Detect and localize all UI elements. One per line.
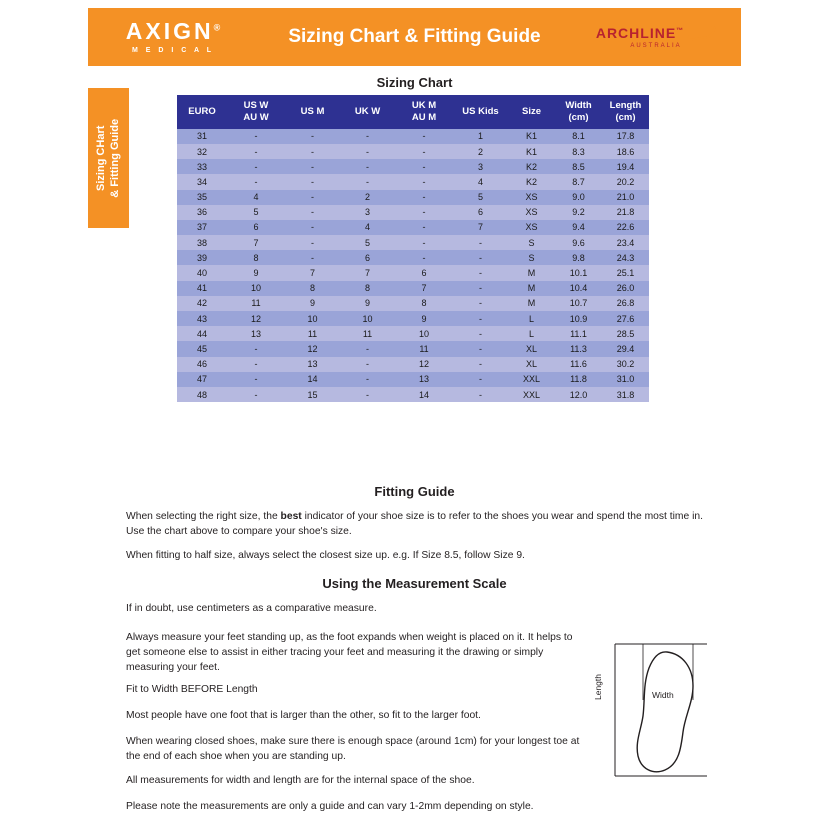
table-cell: 3 — [364, 207, 370, 218]
table-row — [177, 281, 649, 296]
table-cell: 8.7 — [572, 176, 585, 187]
table-header-cell: US M — [285, 95, 340, 129]
table-cell: 10.7 — [569, 298, 588, 309]
table-cell: 1 — [477, 131, 483, 142]
table-cell: - — [311, 176, 314, 187]
table-cell: 7 — [309, 268, 315, 279]
axign-logo-sub: M E D I C A L — [131, 47, 215, 54]
table-cell: - — [422, 192, 426, 203]
table-cell: K1 — [525, 146, 537, 157]
page-header — [88, 8, 741, 66]
table-cell: L — [528, 313, 534, 324]
section-title-fitting-guide: Fitting Guide — [374, 484, 455, 499]
table-cell: 5 — [364, 237, 370, 248]
table-cell: 7 — [421, 283, 427, 294]
table-cell: 48 — [196, 389, 207, 400]
table-cell: 12 — [418, 359, 429, 370]
sizing-chart-table — [177, 95, 649, 402]
table-header-cell: UK W — [340, 95, 395, 129]
table-cell: - — [366, 176, 369, 187]
table-cell: 37 — [196, 222, 207, 233]
table-cell: 10.1 — [569, 268, 588, 279]
table-cell: - — [311, 146, 314, 157]
table-cell: - — [254, 131, 258, 142]
table-cell: 31.8 — [616, 389, 635, 400]
table-cell: 27.6 — [616, 313, 635, 324]
table-cell: 6 — [421, 268, 427, 279]
table-cell: 46 — [196, 359, 207, 370]
swoosh-icon — [688, 26, 717, 41]
table-cell: - — [311, 131, 314, 142]
diagram-width-label: Width — [652, 690, 674, 700]
table-header-cell: Size — [508, 95, 555, 129]
table-cell: 11.1 — [570, 328, 587, 339]
table-cell: S — [528, 252, 535, 263]
table-cell: 21.8 — [616, 207, 635, 218]
table-cell: - — [311, 222, 314, 233]
axign-registered-icon: ® — [213, 22, 221, 33]
table-cell: 31 — [196, 131, 207, 142]
table-cell: 13 — [418, 374, 429, 385]
table-cell: - — [366, 359, 369, 370]
table-cell: 11.6 — [570, 359, 587, 370]
table-cell: 31.0 — [616, 374, 635, 385]
table-cell: - — [254, 161, 258, 172]
table-cell: 33 — [196, 161, 207, 172]
table-cell: 29.4 — [616, 343, 635, 354]
table-cell: 11.3 — [570, 343, 587, 354]
table-cell: 32 — [196, 146, 207, 157]
table-row — [177, 190, 649, 205]
table-cell: XS — [525, 222, 538, 233]
table-header-cell: Length (cm) — [602, 95, 649, 129]
table-cell: 13 — [250, 328, 261, 339]
table-row — [177, 235, 649, 250]
table-cell: - — [479, 313, 482, 324]
table-cell: 9 — [253, 268, 259, 279]
table-cell: - — [422, 237, 426, 248]
table-cell: 34 — [196, 176, 207, 187]
table-cell: - — [479, 252, 482, 263]
table-cell: 5 — [477, 192, 483, 203]
table-cell: - — [254, 374, 258, 385]
table-cell: 11 — [362, 328, 373, 339]
table-cell: 11.8 — [570, 374, 587, 385]
scale-paragraph-3: Fit to Width BEFORE Length — [126, 684, 258, 695]
table-cell: 26.0 — [616, 283, 635, 294]
table-row — [177, 326, 649, 341]
table-cell: 2 — [477, 146, 483, 157]
scale-paragraph-7: Please note the measurements are only a guide and can vary 1-2mm depending on style. — [126, 801, 534, 812]
table-cell: 6 — [477, 207, 483, 218]
table-cell: 39 — [196, 252, 207, 263]
table-cell: 38 — [196, 237, 207, 248]
foot-measurement-diagram — [593, 638, 717, 783]
table-cell: 3 — [477, 161, 483, 172]
side-tab — [88, 88, 129, 228]
table-cell: - — [254, 343, 258, 354]
table-row — [177, 265, 649, 280]
table-header-cell: Width (cm) — [555, 95, 602, 129]
archline-trademark-icon: ™ — [676, 26, 685, 34]
diagram-length-label: Length — [593, 674, 603, 700]
table-cell: XS — [525, 207, 538, 218]
table-cell: - — [422, 252, 426, 263]
table-row — [177, 144, 649, 159]
table-cell: L — [528, 328, 534, 339]
table-cell: 14 — [418, 389, 429, 400]
table-cell: - — [366, 161, 369, 172]
table-cell: 8 — [364, 283, 370, 294]
table-cell: - — [479, 298, 482, 309]
table-cell: - — [479, 374, 482, 385]
table-cell: - — [479, 359, 482, 370]
table-row — [177, 205, 649, 220]
fitting-paragraph-2: When fitting to half size, always select the closest size up. e.g. If Size 8.5, follow Size 9. — [126, 550, 525, 561]
section-title-measurement-scale: Using the Measurement Scale — [322, 576, 507, 591]
table-cell: 19.4 — [616, 161, 635, 172]
table-cell: 4 — [253, 192, 259, 203]
table-cell: 43 — [196, 313, 207, 324]
table-cell: - — [422, 146, 426, 157]
table-cell: 10 — [362, 313, 373, 324]
table-header-cell: UK M AU M — [395, 95, 453, 129]
table-cell: K1 — [525, 131, 537, 142]
table-cell: 17.8 — [616, 131, 635, 142]
table-cell: 10 — [418, 328, 429, 339]
table-cell: 41 — [196, 283, 207, 294]
table-cell: - — [422, 222, 426, 233]
table-cell: 25.1 — [616, 268, 635, 279]
table-cell: 15 — [307, 389, 318, 400]
table-cell: 12 — [307, 343, 318, 354]
table-cell: 7 — [364, 268, 370, 279]
table-cell: XL — [525, 343, 537, 354]
table-cell: - — [311, 161, 314, 172]
table-cell: 9.4 — [572, 222, 585, 233]
table-cell: 7 — [477, 222, 483, 233]
table-cell: - — [422, 207, 426, 218]
fitting-paragraph-1: When selecting the right size, the best indicator of your shoe size is to refer to the shoes you wear and spend the most time in. Use the chart above to compare your shoe's size. — [126, 511, 703, 537]
table-row — [177, 250, 649, 265]
table-header-cell: US W AU W — [227, 95, 285, 129]
table-cell: XS — [525, 192, 538, 203]
table-cell: 10 — [307, 313, 318, 324]
table-cell: 8 — [421, 298, 427, 309]
table-cell: - — [254, 176, 258, 187]
table-cell: - — [422, 131, 426, 142]
table-row — [177, 220, 649, 235]
table-cell: 21.0 — [616, 192, 635, 203]
table-cell: - — [366, 343, 369, 354]
archline-logo-sub: AUSTRALIA — [630, 42, 682, 49]
scale-paragraph-5: When wearing closed shoes, make sure there is enough space (around 1cm) for your longest toe at the end of each shoe when you are standing up. — [126, 736, 580, 762]
table-cell: 9.8 — [572, 252, 585, 263]
scale-paragraph-6: All measurements for width and length are for the internal space of the shoe. — [126, 775, 475, 786]
table-cell: 8.3 — [572, 146, 585, 157]
table-cell: M — [527, 298, 536, 309]
scale-paragraph-2: Always measure your feet standing up, as the foot expands when weight is placed on it. It helps to get someone else to assist in either tracing your feet and measuring it the drawing or simply measuring your feet. — [126, 632, 573, 673]
table-cell: S — [528, 237, 535, 248]
table-cell: - — [311, 252, 314, 263]
table-cell: 18.6 — [616, 146, 635, 157]
table-row — [177, 311, 649, 326]
table-cell: 24.3 — [616, 252, 635, 263]
table-cell: 9 — [309, 298, 315, 309]
table-cell: - — [366, 389, 369, 400]
table-cell: 14 — [307, 374, 318, 385]
table-row — [177, 341, 649, 356]
table-cell: 47 — [196, 374, 207, 385]
table-cell: 8.5 — [572, 161, 585, 172]
table-cell: 36 — [196, 207, 207, 218]
table-cell: 6 — [253, 222, 259, 233]
table-cell: - — [479, 283, 482, 294]
table-cell: 12 — [250, 313, 261, 324]
axign-logo — [88, 20, 258, 54]
table-cell: K2 — [525, 176, 537, 187]
section-title-sizing-chart: Sizing Chart — [376, 75, 453, 90]
table-cell: K2 — [525, 161, 537, 172]
table-cell: 28.5 — [616, 328, 635, 339]
table-cell: 22.6 — [616, 222, 635, 233]
table-cell: - — [254, 359, 258, 370]
table-row — [177, 296, 649, 311]
table-cell: 10 — [250, 283, 261, 294]
table-cell: 9.0 — [572, 192, 585, 203]
header-title: Sizing Chart & Fitting Guide — [288, 26, 541, 47]
table-cell: 23.4 — [616, 237, 635, 248]
table-cell: 10.9 — [569, 313, 588, 324]
table-cell: 4 — [364, 222, 370, 233]
table-cell: - — [479, 343, 482, 354]
table-cell: - — [366, 374, 369, 385]
table-cell: 11 — [419, 343, 429, 354]
table-cell: - — [479, 237, 482, 248]
table-cell: - — [422, 176, 426, 187]
table-cell: XL — [525, 359, 537, 370]
table-header-cell: US Kids — [453, 95, 508, 129]
table-cell: - — [311, 192, 314, 203]
table-cell: 11 — [251, 298, 261, 309]
archline-logo — [571, 26, 741, 49]
table-cell: 45 — [196, 343, 207, 354]
table-cell: - — [479, 328, 482, 339]
table-cell: - — [311, 237, 314, 248]
table-cell: 20.2 — [616, 176, 635, 187]
table-cell: 13 — [307, 359, 318, 370]
table-cell: 8 — [253, 252, 259, 263]
table-cell: 8 — [309, 283, 315, 294]
table-cell: 8.1 — [572, 131, 585, 142]
table-cell: 6 — [364, 252, 370, 263]
table-cell: 10.4 — [569, 283, 588, 294]
table-cell: M — [527, 268, 536, 279]
table-cell: XXL — [522, 374, 540, 385]
table-cell: 30.2 — [616, 359, 635, 370]
table-header-cell: EURO — [177, 95, 227, 129]
table-cell: - — [366, 131, 369, 142]
archline-logo-main: ARCHLINE™ — [571, 26, 741, 40]
table-cell: - — [254, 146, 258, 157]
table-cell: - — [366, 146, 369, 157]
table-cell: 9.2 — [572, 207, 585, 218]
table-cell: 26.8 — [616, 298, 635, 309]
fitting-emphasis: best — [280, 511, 302, 522]
table-header-row — [177, 95, 649, 129]
table-cell: 4 — [477, 176, 483, 187]
table-cell: 9 — [364, 298, 370, 309]
table-body — [177, 129, 649, 402]
table-cell: - — [479, 389, 482, 400]
table-cell: - — [422, 161, 426, 172]
table-row — [177, 174, 649, 189]
table-cell: 9.6 — [572, 237, 585, 248]
table-cell: 44 — [196, 328, 207, 339]
table-row — [177, 357, 649, 372]
table-row — [177, 159, 649, 174]
table-cell: 9 — [421, 313, 427, 324]
table-cell: - — [479, 268, 482, 279]
table-cell: 11 — [307, 328, 318, 339]
table-row — [177, 129, 649, 144]
table-cell: - — [254, 389, 258, 400]
axign-logo-main: AXIGN® — [125, 18, 221, 44]
table-cell: XXL — [522, 389, 540, 400]
table-cell: 42 — [196, 298, 207, 309]
table-row — [177, 387, 649, 402]
table-cell: 35 — [196, 192, 207, 203]
table-cell: 5 — [253, 207, 259, 218]
table-cell: M — [527, 283, 536, 294]
table-cell: 40 — [196, 268, 207, 279]
scale-paragraph-4: Most people have one foot that is larger than the other, so fit to the larger foot. — [126, 710, 481, 721]
foot-outline-icon — [597, 638, 717, 783]
table-cell: 12.0 — [569, 389, 588, 400]
table-cell: - — [311, 207, 314, 218]
side-tab-label: Sizing CHart & Fitting Guide — [95, 118, 122, 198]
table-cell: 2 — [364, 192, 370, 203]
scale-paragraph-1: If in doubt, use centimeters as a comparative measure. — [126, 603, 377, 614]
table-cell: 7 — [253, 237, 259, 248]
table-row — [177, 372, 649, 387]
